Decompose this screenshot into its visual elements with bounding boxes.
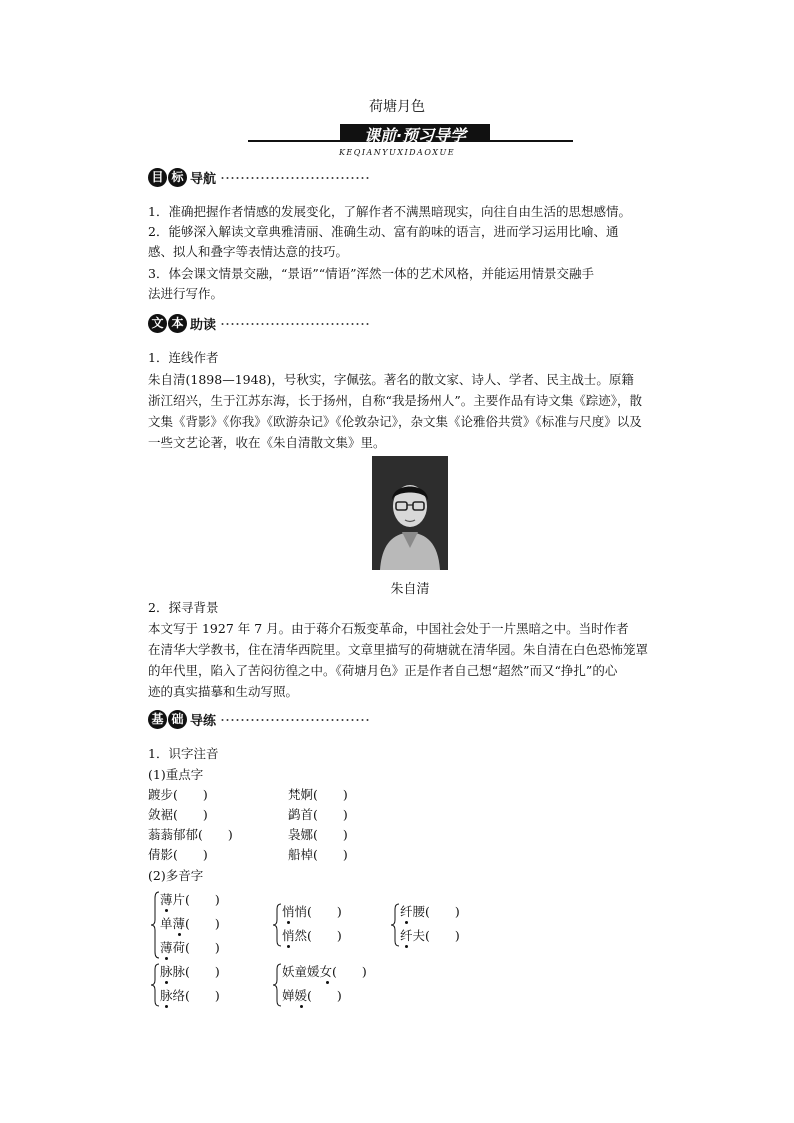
badge-char: 本 bbox=[168, 314, 187, 333]
background-line: 在清华大学教书，住在清华西院里。文章里描写的荷塘就在清华园。朱自清在白色恐怖笼罩 bbox=[148, 642, 649, 657]
dotted-rule bbox=[220, 719, 370, 721]
section-heading-text bbox=[148, 314, 370, 336]
exercise-item[interactable]: 蓊蓊郁郁( ) bbox=[148, 827, 233, 842]
exercise-item[interactable]: 单薄( ) bbox=[160, 916, 220, 931]
badge-char: 标 bbox=[168, 168, 187, 187]
exercise-item[interactable]: 袅娜( ) bbox=[288, 827, 348, 842]
exercise-item[interactable]: 婵媛( ) bbox=[282, 988, 342, 1003]
author-heading: 1．连线作者 bbox=[148, 350, 219, 365]
exercise-item[interactable]: 踱步( ) bbox=[148, 787, 208, 802]
exercise-item[interactable]: 悄然( ) bbox=[282, 928, 342, 943]
exercise-item[interactable]: 纤夫( ) bbox=[400, 928, 460, 943]
page-title: 荷塘月色 bbox=[369, 99, 425, 115]
goal-line: 法进行写作。 bbox=[148, 286, 224, 301]
exercise-item[interactable]: 薄荷( ) bbox=[160, 940, 220, 955]
section-heading-word: 导航 bbox=[190, 172, 217, 187]
exercise-item[interactable]: 船棹( ) bbox=[288, 847, 348, 862]
brace-icon bbox=[150, 962, 160, 1008]
emphasis-dot-icon bbox=[405, 921, 408, 924]
banner-text: 课前·预习导学 bbox=[363, 126, 467, 145]
brace-icon bbox=[272, 962, 282, 1008]
dotted-rule bbox=[220, 177, 370, 179]
emphasis-dot-icon bbox=[165, 909, 168, 912]
emphasis-dot-icon bbox=[287, 921, 290, 924]
exercise-item[interactable]: 妖童媛女( ) bbox=[282, 964, 367, 979]
emphasis-dot-icon bbox=[287, 945, 290, 948]
author-line: 朱自清(1898—1948)，号秋实，字佩弦。著名的散文家、诗人、学者、民主战士。原籍 bbox=[148, 372, 634, 387]
emphasis-dot-icon bbox=[300, 1005, 303, 1008]
emphasis-dot-icon bbox=[165, 957, 168, 960]
emphasis-dot-icon bbox=[326, 981, 329, 984]
background-heading: 2．探寻背景 bbox=[148, 600, 219, 615]
author-portrait bbox=[372, 456, 448, 570]
background-line: 本文写于 1927 年 7 月。由于蒋介石叛变革命，中国社会处于一片黑暗之中。当时作者 bbox=[148, 621, 629, 636]
exercise-item[interactable]: 纤腰( ) bbox=[400, 904, 460, 919]
goal-line: 2．能够深入解读文章典雅清丽、准确生动、富有韵味的语言，进而学习运用比喻、通 bbox=[148, 224, 619, 239]
brace-icon bbox=[272, 902, 282, 948]
background-line: 迹的真实描摹和生动写照。 bbox=[148, 684, 299, 699]
section-heading-goals bbox=[148, 168, 370, 190]
exercise-subheading: (2)多音字 bbox=[148, 868, 204, 883]
section-heading-word: 导练 bbox=[190, 714, 217, 729]
portrait-caption: 朱自清 bbox=[390, 582, 430, 597]
exercise-item[interactable]: 悄悄( ) bbox=[282, 904, 342, 919]
exercise-item[interactable]: 鹢首( ) bbox=[288, 807, 348, 822]
exercise-item[interactable]: 敛裾( ) bbox=[148, 807, 208, 822]
badge-char: 文 bbox=[148, 314, 167, 333]
section-banner bbox=[248, 124, 573, 144]
author-line: 一些文艺论著，收在《朱自清散文集》里。 bbox=[148, 435, 386, 450]
exercise-item[interactable]: 梵婀( ) bbox=[288, 787, 348, 802]
exercise-item[interactable]: 脉络( ) bbox=[160, 988, 220, 1003]
emphasis-dot-icon bbox=[165, 1005, 168, 1008]
brace-icon bbox=[390, 902, 400, 948]
dotted-rule bbox=[220, 323, 370, 325]
emphasis-dot-icon bbox=[178, 933, 181, 936]
background-line: 的年代里，陷入了苦闷彷徨之中。《荷塘月色》正是作者自己想“超然”而又“挣扎”的心 bbox=[148, 663, 618, 678]
section-heading-word: 助读 bbox=[190, 318, 217, 333]
emphasis-dot-icon bbox=[165, 981, 168, 984]
badge-char: 基 bbox=[148, 710, 167, 729]
exercise-subheading: (1)重点字 bbox=[148, 767, 204, 782]
exercise-item[interactable]: 脉脉( ) bbox=[160, 964, 220, 979]
emphasis-dot-icon bbox=[405, 945, 408, 948]
goal-line: 感、拟人和叠字等表情达意的技巧。 bbox=[148, 244, 349, 259]
exercise-item[interactable]: 倩影( ) bbox=[148, 847, 208, 862]
exercise-item[interactable]: 薄片( ) bbox=[160, 892, 220, 907]
section-heading-basic bbox=[148, 710, 370, 732]
author-line: 浙江绍兴，生于江苏东海，长于扬州，自称“我是扬州人”。主要作品有诗文集《踪迹》，散 bbox=[148, 393, 643, 408]
author-line: 文集《背影》《你我》《欧游杂记》《伦敦杂记》，杂文集《论雅俗共赏》《标准与尺度》以及 bbox=[148, 414, 642, 429]
exercise-heading: 1．识字注音 bbox=[148, 746, 219, 761]
badge-char: 础 bbox=[168, 710, 187, 729]
banner-pinyin: KEQIANYUXIDAOXUE bbox=[338, 148, 456, 157]
badge-char: 目 bbox=[148, 168, 167, 187]
goal-line: 3．体会课文情景交融，“景语”“情语”浑然一体的艺术风格，并能运用情景交融手 bbox=[148, 266, 595, 281]
brace-icon bbox=[150, 890, 160, 960]
portrait-drawing bbox=[372, 456, 448, 570]
goal-line: 1．准确把握作者情感的发展变化，了解作者不满黑暗现实，向往自由生活的思想感情。 bbox=[148, 204, 631, 219]
